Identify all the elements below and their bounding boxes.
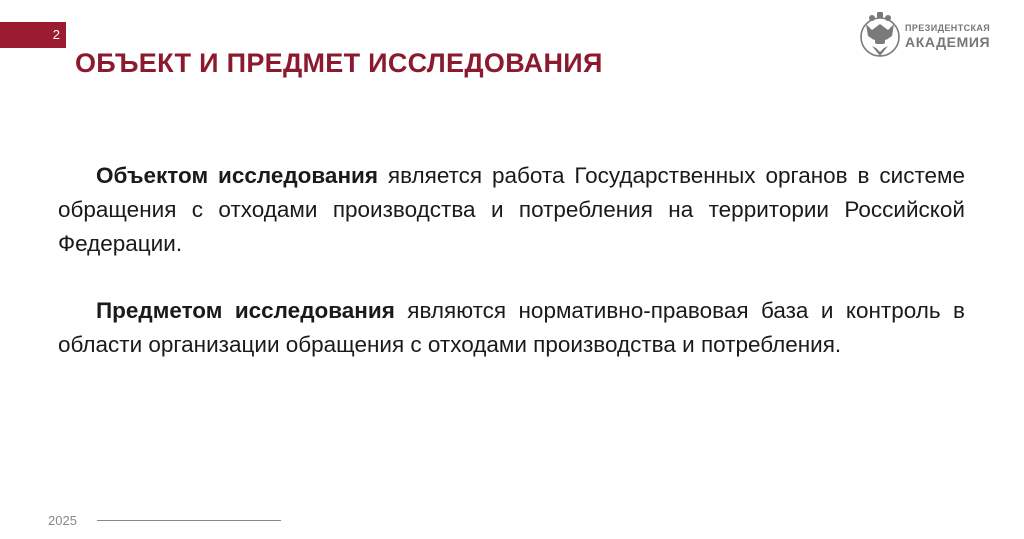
double-headed-eagle-emblem-icon — [858, 10, 902, 66]
object-paragraph — [58, 159, 965, 261]
academy-logo — [858, 10, 998, 66]
subject-description: являются нормативно-правовая база и контроль в области организации обращения с отходами производства и потребления. — [58, 298, 965, 357]
logo-text-line2: АКАДЕМИЯ — [905, 34, 991, 50]
object-description: является работа Государственных органов в системе обращения с отходами производства и потребления на территории Российской Федерации. — [58, 163, 965, 256]
logo-text-line1: ПРЕЗИДЕНТСКАЯ — [905, 23, 991, 33]
object-term: Объектом исследования — [96, 163, 378, 188]
subject-term: Предметом исследования — [96, 298, 395, 323]
footer-year: 2025 — [48, 513, 77, 528]
page-number-badge — [0, 22, 66, 48]
slide-body — [58, 159, 965, 362]
page-number: 2 — [52, 27, 60, 42]
footer-divider — [97, 520, 281, 521]
slide-title: ОБЪЕКТ И ПРЕДМЕТ ИССЛЕДОВАНИЯ — [75, 48, 603, 78]
subject-paragraph — [58, 294, 965, 362]
